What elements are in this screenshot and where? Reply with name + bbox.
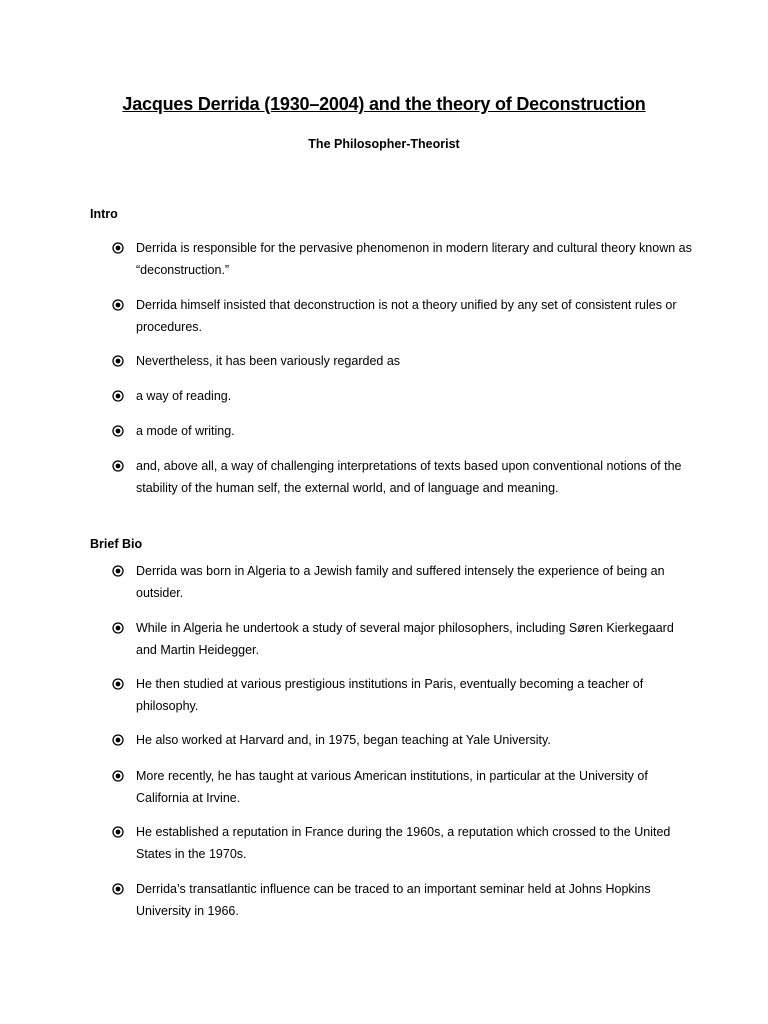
- list-item: [112, 765, 696, 809]
- list-item: [112, 560, 696, 604]
- circled-dot-icon: [112, 390, 124, 402]
- list-item: [112, 617, 696, 661]
- list-item: [112, 385, 696, 407]
- bullet-text: a mode of writing.: [136, 424, 235, 438]
- circled-dot-icon: [112, 355, 124, 367]
- bullet-text: a way of reading.: [136, 389, 232, 403]
- circled-dot-icon: [112, 299, 124, 311]
- list-item: [112, 294, 696, 338]
- circled-dot-icon: [112, 622, 124, 634]
- list-item: [112, 821, 696, 865]
- list-item: [112, 237, 696, 281]
- bullet-text: Derrida himself insisted that deconstruction is not a theory unified by any set of consistent rules or procedures.: [136, 298, 677, 334]
- bullet-text: Derrida’s transatlantic influence can be traced to an important seminar held at Johns Hopkins University in 1966.: [136, 882, 651, 918]
- circled-dot-icon: [112, 883, 124, 895]
- bullet-text: Derrida is responsible for the pervasive phenomenon in modern literary and cultural theory known as “deconstruction.”: [136, 241, 692, 277]
- bullet-text: Derrida was born in Algeria to a Jewish family and suffered intensely the experience of being an outsider.: [136, 564, 665, 600]
- circled-dot-icon: [112, 678, 124, 690]
- list-item: [112, 420, 696, 442]
- document-title: Jacques Derrida (1930–2004) and the theory of Deconstruction: [122, 94, 646, 114]
- bullet-text: While in Algeria he undertook a study of several major philosophers, including Søren Kierkegaard and Martin Heidegger.: [136, 621, 674, 657]
- bullet-text: He also worked at Harvard and, in 1975, began teaching at Yale University.: [136, 733, 551, 747]
- bullet-text: He established a reputation in France during the 1960s, a reputation which crossed to the United States in the 1970s.: [136, 825, 671, 861]
- bullet-text: More recently, he has taught at various American institutions, in particular at the University of California at Irvine.: [136, 769, 648, 805]
- section-heading-brief-bio: Brief Bio: [90, 537, 143, 551]
- circled-dot-icon: [112, 425, 124, 437]
- list-item: [112, 350, 696, 372]
- circled-dot-icon: [112, 242, 124, 254]
- bullet-text: He then studied at various prestigious institutions in Paris, eventually becoming a teacher of philosophy.: [136, 677, 644, 713]
- circled-dot-icon: [112, 565, 124, 577]
- list-item: [112, 673, 696, 717]
- bullet-text: and, above all, a way of challenging interpretations of texts based upon conventional notions of the stability of the human self, the external world, and of language and meaning.: [136, 459, 682, 495]
- circled-dot-icon: [112, 770, 124, 782]
- list-item: [112, 878, 696, 922]
- bullet-text: Nevertheless, it has been variously regarded as: [136, 354, 401, 368]
- circled-dot-icon: [112, 460, 124, 472]
- section-heading-intro: Intro: [90, 207, 118, 221]
- document-subtitle: The Philosopher-Theorist: [308, 137, 460, 151]
- circled-dot-icon: [112, 826, 124, 838]
- list-item: [112, 729, 696, 751]
- list-item: [112, 455, 696, 499]
- circled-dot-icon: [112, 734, 124, 746]
